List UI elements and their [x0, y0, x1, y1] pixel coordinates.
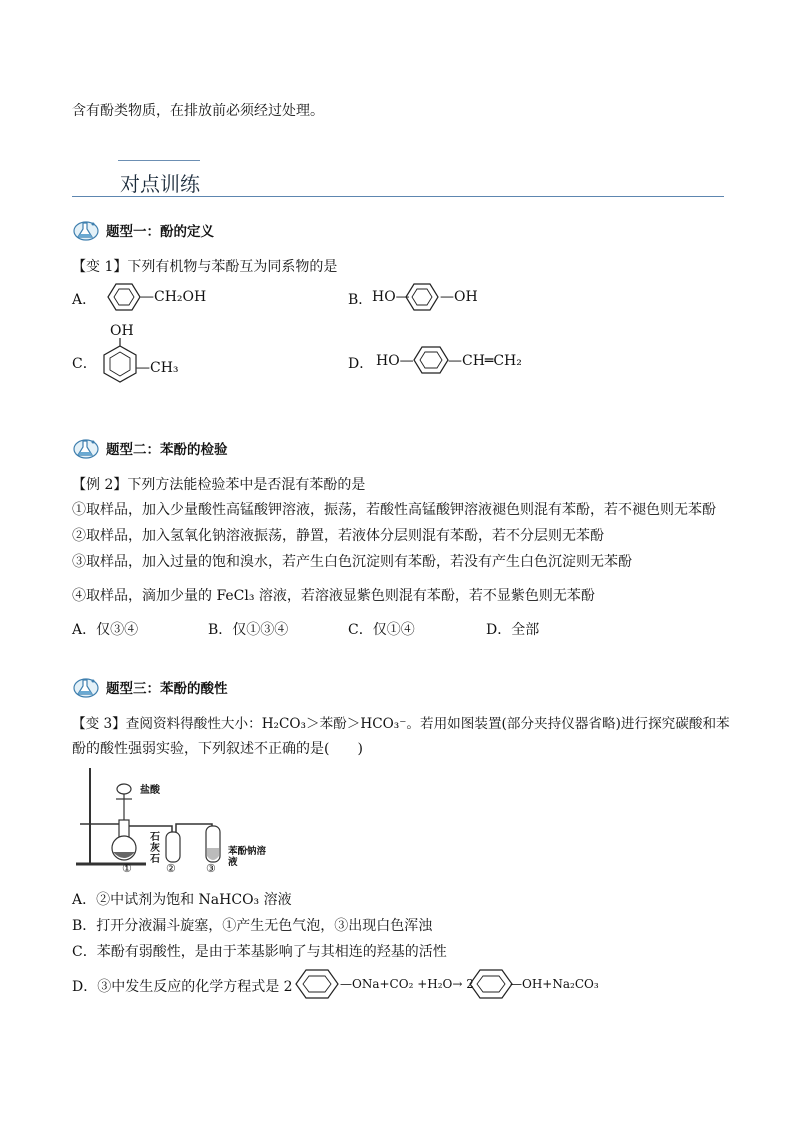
type2-question: 【例 2】下列方法能检验苯中是否混有苯酚的是: [72, 477, 366, 493]
type2-header: [72, 436, 228, 460]
option-b-left: HO—: [372, 289, 410, 305]
type2-label: 题型二：苯酚的检验: [106, 442, 228, 458]
option-d-right: —CH═CH₂: [448, 353, 522, 369]
type3-option-a: A．②中试剂为饱和 NaHCO₃ 溶液: [72, 892, 292, 908]
option-d-label: D．: [348, 356, 374, 372]
option-d-left: HO—: [376, 353, 414, 369]
tube-number-2: ②: [166, 862, 176, 875]
choice-a: A．仅③④: [72, 622, 139, 638]
option-b-label: B．: [348, 292, 373, 308]
type2-item-3: ③取样品，加入过量的饱和溴水，若产生白色沉淀则有苯酚，若没有产生白色沉淀则无苯酚: [72, 554, 632, 570]
option-c-methyl: —CH₃: [136, 360, 179, 376]
choice-b: B．仅①③④: [208, 622, 289, 638]
acid-label: 盐酸: [140, 785, 160, 796]
type3-question-line1: 【变 3】查阅资料得酸性大小：H₂CO₃＞苯酚＞HCO₃⁻。若用如图装置(部分夹持仪器省略)进行探究碳酸和苯: [72, 716, 730, 732]
type1-header: [72, 218, 214, 242]
choice-c: C．仅①④: [348, 622, 415, 638]
tube-number-1: ①: [122, 862, 132, 875]
option-b-right: —OH: [440, 289, 478, 305]
flask-icon: [72, 675, 100, 699]
type2-item-4: ④取样品，滴加少量的 FeCl₃ 溶液，若溶液显紫色则混有苯酚，若不显紫色则无苯酚: [72, 588, 595, 604]
type1-question: 【变 1】下列有机物与苯酚互为同系物的是: [72, 259, 338, 275]
type2-item-2: ②取样品，加入氢氧化钠溶液振荡，静置，若液体分层则混有苯酚，若不分层则无苯酚: [72, 528, 604, 544]
tube-number-3: ③: [206, 862, 216, 875]
type3-question-line2: 酚的酸性强弱实验，下列叙述不正确的是( ): [72, 741, 363, 757]
option-c-label: C．: [72, 356, 97, 372]
type3-option-d-prefix: D．③中发生反应的化学方程式是 2: [72, 979, 293, 995]
option-a-label: A．: [72, 292, 97, 308]
type3-option-d-mid: —ONa+CO₂ +H₂O→ 2: [340, 977, 474, 991]
type3-option-d-end: —OH+Na₂CO₃: [510, 977, 599, 991]
section-title: 对点训练: [120, 172, 200, 196]
intro-line: 含有酚类物质，在排放前必须经过处理。: [72, 103, 324, 119]
option-a-formula: —CH₂OH: [140, 289, 207, 305]
type1-label: 题型一：酚的定义: [106, 224, 214, 240]
type3-label: 题型三：苯酚的酸性: [106, 681, 228, 697]
flask-icon: [72, 436, 100, 460]
solution-label: 苯酚钠溶液: [228, 846, 267, 868]
benzene-ring-icon: [292, 966, 344, 1002]
section-heading: [72, 158, 724, 198]
type3-option-c: C．苯酚有弱酸性，是由于苯基影响了与其相连的羟基的活性: [72, 944, 447, 960]
type3-header: [72, 675, 228, 699]
option-c-oh: OH: [110, 323, 134, 339]
flask-icon: [72, 218, 100, 242]
stone-label: 石灰石: [150, 832, 160, 865]
choice-d: D．全部: [486, 622, 540, 638]
type3-option-b: B．打开分液漏斗旋塞，①产生无色气泡，③出现白色浑浊: [72, 918, 433, 934]
type2-item-1: ①取样品，加入少量酸性高锰酸钾溶液，振荡，若酸性高锰酸钾溶液褪色则混有苯酚，若不褪色则无苯酚: [72, 502, 716, 518]
